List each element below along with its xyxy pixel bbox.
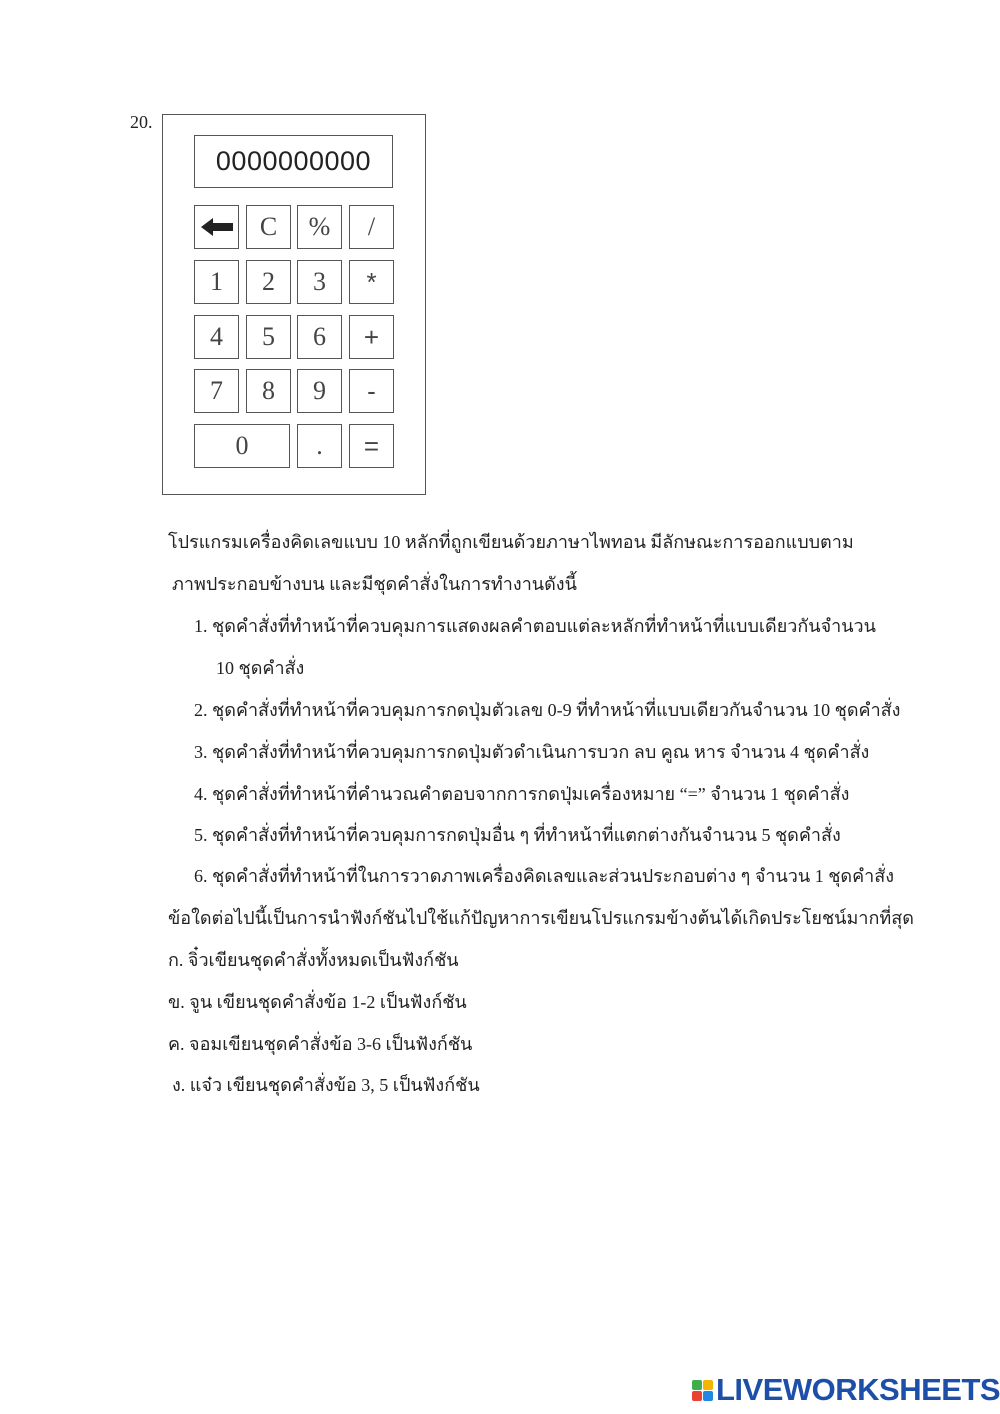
decimal-point-button[interactable]: . (297, 424, 342, 468)
liveworksheets-logo-icon (692, 1380, 713, 1401)
list-item: 6. ชุดคำสั่งที่ทำหน้าที่ในการวาดภาพเครื่องคิดเลขและส่วนประกอบต่าง ๆ จำนวน 1 ชุดคำสั่ง (194, 866, 895, 886)
digit-6-button[interactable]: 6 (297, 315, 342, 359)
equals-button[interactable]: = (349, 424, 394, 468)
digit-4-button[interactable]: 4 (194, 315, 239, 359)
digit-9-button[interactable]: 9 (297, 369, 342, 413)
digit-5-button[interactable]: 5 (246, 315, 291, 359)
calculator-display: 0000000000 (194, 135, 393, 188)
digit-2-button[interactable]: 2 (246, 260, 291, 304)
plus-button[interactable]: + (349, 315, 394, 359)
list-item-continuation: 10 ชุดคำสั่ง (216, 658, 305, 678)
brand-name: LIVEWORKSHEETS (716, 1372, 1000, 1407)
digit-1-button[interactable]: 1 (194, 260, 239, 304)
digit-8-button[interactable]: 8 (246, 369, 291, 413)
intro-line-2: ภาพประกอบข้างบน และมีชุดคำสั่งในการทำงานดังนี้ (172, 574, 577, 594)
choice-c[interactable]: ค. จอมเขียนชุดคำสั่งข้อ 3-6 เป็นฟังก์ชัน (168, 1034, 473, 1054)
clear-button[interactable]: C (246, 205, 291, 249)
choice-d[interactable]: ง. แจ๋ว เขียนชุดคำสั่งข้อ 3, 5 เป็นฟังก์ชัน (172, 1075, 480, 1095)
left-arrow-icon (201, 218, 233, 236)
question-text: ข้อใดต่อไปนี้เป็นการนำฟังก์ชันไปใช้แก้ปัญหาการเขียนโปรแกรมข้างต้นได้เกิดประโยชน์มากที่สุด (168, 908, 914, 928)
divide-button[interactable]: / (349, 205, 394, 249)
choice-a[interactable]: ก. จิ๋วเขียนชุดคำสั่งทั้งหมดเป็นฟังก์ชัน (168, 950, 459, 970)
list-item: 2. ชุดคำสั่งที่ทำหน้าที่ควบคุมการกดปุ่มตัวเลข 0-9 ที่ทำหน้าที่แบบเดียวกันจำนวน 10 ชุดคำสั่ง (194, 700, 901, 720)
liveworksheets-logo (692, 1372, 1000, 1408)
list-item: 1. ชุดคำสั่งที่ทำหน้าที่ควบคุมการแสดงผลคำตอบแต่ละหลักที่ทำหน้าที่แบบเดียวกันจำนวน (194, 616, 876, 636)
minus-button[interactable]: - (349, 369, 394, 413)
list-item: 3. ชุดคำสั่งที่ทำหน้าที่ควบคุมการกดปุ่มตัวดำเนินการบวก ลบ คูณ หาร จำนวน 4 ชุดคำสั่ง (194, 742, 870, 762)
digit-0-button[interactable]: 0 (194, 424, 290, 468)
list-item: 5. ชุดคำสั่งที่ทำหน้าที่ควบคุมการกดปุ่มอื่น ๆ ที่ทำหน้าที่แตกต่างกันจำนวน 5 ชุดคำสั่ง (194, 825, 841, 845)
list-item: 4. ชุดคำสั่งที่ทำหน้าที่คำนวณคำตอบจากการกดปุ่มเครื่องหมาย “=” จำนวน 1 ชุดคำสั่ง (194, 784, 850, 804)
intro-line-1: โปรแกรมเครื่องคิดเลขแบบ 10 หลักที่ถูกเขียนด้วยภาษาไพทอน มีลักษณะการออกแบบตาม (168, 532, 854, 552)
question-number: 20. (130, 112, 153, 132)
backspace-button[interactable] (194, 205, 239, 249)
digit-3-button[interactable]: 3 (297, 260, 342, 304)
percent-button[interactable]: % (297, 205, 342, 249)
digit-7-button[interactable]: 7 (194, 369, 239, 413)
multiply-button[interactable]: * (349, 260, 394, 304)
choice-b[interactable]: ข. จูน เขียนชุดคำสั่งข้อ 1-2 เป็นฟังก์ชัน (168, 992, 467, 1012)
